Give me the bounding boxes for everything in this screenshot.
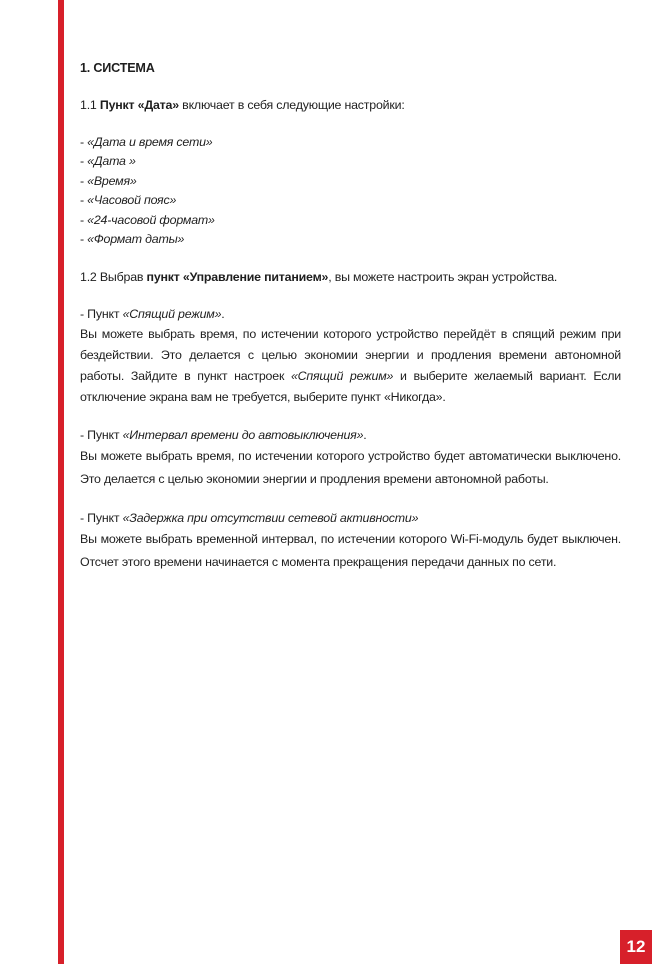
auto-off-description: Вы можете выбрать время, по истечении которого устройство будет автоматически выключено. Это делается с целью экономии энергии и продления времени автономной работы.: [80, 449, 621, 487]
paragraph-bold-term: пункт «Управление питанием»: [146, 270, 329, 285]
sleep-mode-label: - Пункт «Спящий режим».: [80, 307, 225, 322]
list-item: - «Время»: [80, 173, 137, 188]
wifi-delay-description: Вы можете выбрать временной интервал, по истечении которого Wi-Fi-модуль будет выключен. Отсчет этого времени начинается с момента прекращения передачи данных по сети.: [80, 532, 621, 570]
paragraph-prefix: 1.2 Выбрав: [80, 270, 147, 285]
sleep-mode-description: Вы можете выбрать время, по истечении которого устройство перейдёт в спящий режим при бездействии. Это делается с целью экономии энергии и продления времени автономной работы. Зайдите в пункт настроек «Спящий режим» и выберите желаемый вариант. Если отключение экрана вам не требуется, выберите пункт «Никогда».: [80, 327, 621, 405]
page-number-badge: 12: [620, 930, 652, 964]
page-content: [80, 58, 621, 574]
paragraph-rest: , вы можете настроить экран устройства.: [328, 270, 558, 285]
paragraph-rest: включает в себя следующие настройки:: [178, 98, 405, 112]
sleep-mode-section: [80, 304, 621, 408]
list-item: - «Дата »: [80, 154, 136, 169]
date-settings-list: [80, 133, 621, 249]
wifi-delay-label: - Пункт «Задержка при отсутствии сетевой активности»: [80, 511, 419, 526]
paragraph-bold-term: Пункт «Дата»: [99, 98, 179, 112]
section-heading: 1. СИСТЕМА: [80, 61, 155, 75]
paragraph-power-intro: [80, 267, 621, 287]
auto-off-label: - Пункт «Интервал времени до автовыключения».: [80, 428, 367, 443]
wifi-delay-section: [80, 508, 621, 574]
paragraph-date-intro: [80, 95, 621, 115]
left-red-margin-bar: [58, 0, 64, 964]
list-item: - «Часовой пояс»: [80, 193, 177, 208]
list-item: - «Дата и время сети»: [80, 135, 213, 149]
list-item: - «Формат даты»: [80, 232, 185, 247]
list-item: - «24-часовой формат»: [80, 212, 215, 227]
auto-off-section: [80, 425, 621, 491]
paragraph-prefix: 1.1: [80, 98, 100, 112]
